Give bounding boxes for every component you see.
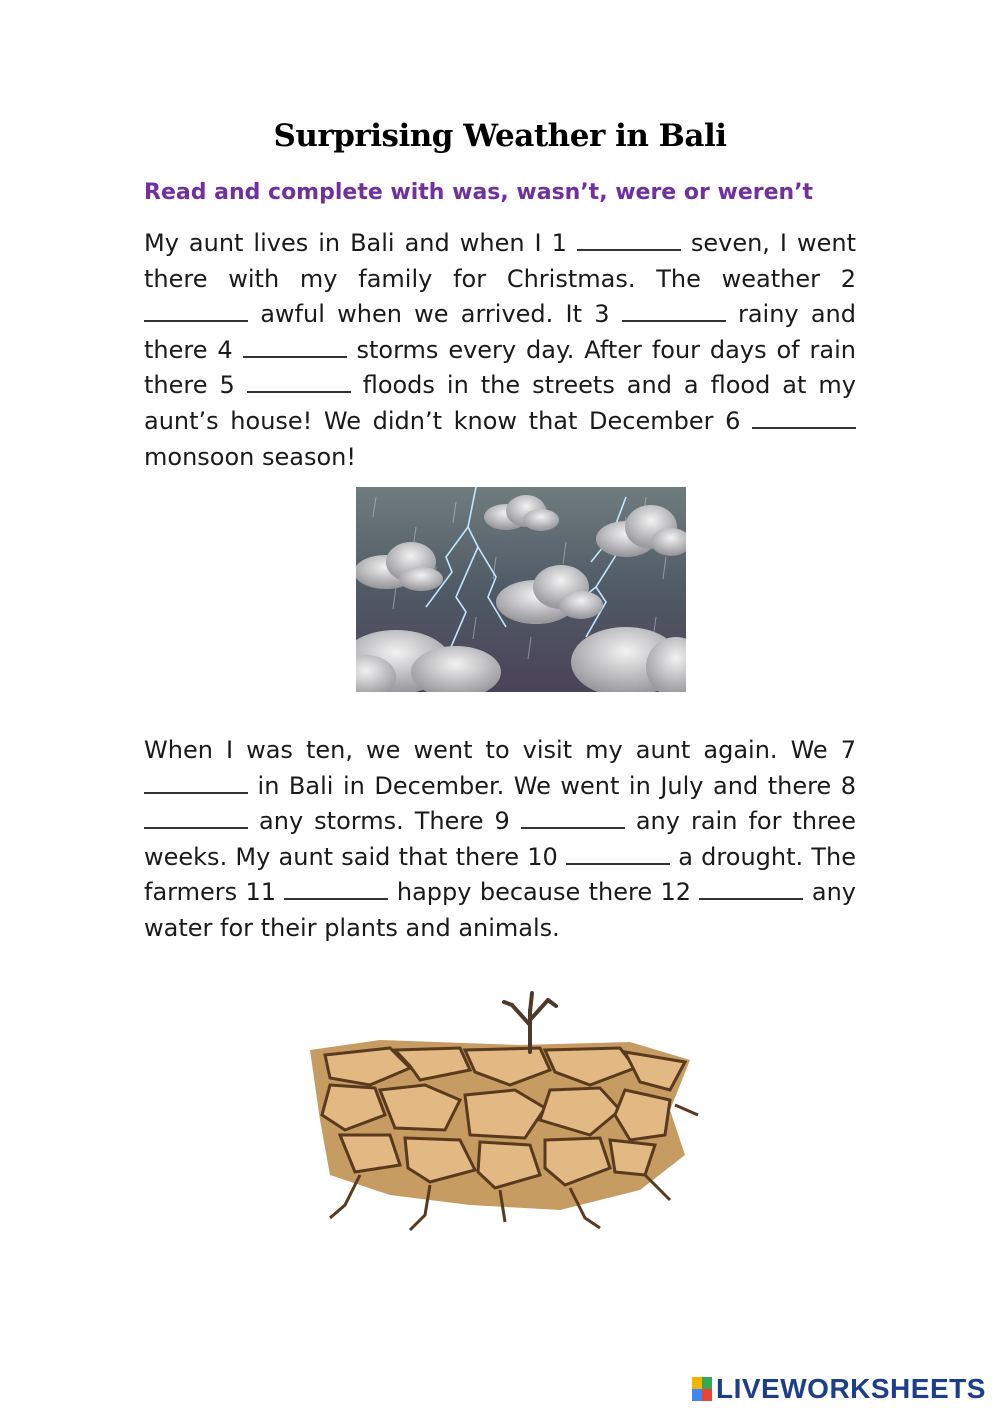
text-segment: seven, I went there with my family for Christmas. The weather 2 bbox=[144, 229, 864, 293]
answer-blank-2[interactable] bbox=[144, 300, 248, 322]
text-segment: a drought. The farmers 11 bbox=[144, 842, 864, 907]
storm-image bbox=[356, 487, 686, 692]
page-title: Surprising Weather in Bali bbox=[273, 118, 727, 154]
answer-blank-1[interactable] bbox=[577, 229, 681, 251]
answer-blank-3[interactable] bbox=[622, 300, 726, 322]
text-segment: awful when we arrived. It 3 bbox=[248, 300, 622, 329]
answer-blank-8[interactable] bbox=[144, 807, 248, 829]
drought-image bbox=[300, 990, 700, 1235]
text-segment: floods in the streets and a flood at my aunt’s house! We didn’t know that December 6 bbox=[144, 371, 864, 435]
paragraph-2 bbox=[144, 733, 864, 947]
answer-blank-7[interactable] bbox=[144, 772, 248, 794]
liveworksheets-logo bbox=[692, 1374, 986, 1404]
brand-name: LIVEWORKSHEETS bbox=[716, 1373, 986, 1404]
text-segment: in Bali in December. We went in July and there 8 bbox=[248, 771, 864, 800]
liveworksheets-icon bbox=[692, 1377, 712, 1401]
instruction-text: Read and complete with was, wasn’t, were or weren’t bbox=[144, 180, 814, 205]
answer-blank-5[interactable] bbox=[247, 371, 351, 393]
answer-blank-9[interactable] bbox=[521, 807, 625, 829]
text-segment: monsoon season! bbox=[144, 406, 864, 471]
text-segment: any storms. There 9 bbox=[248, 807, 521, 836]
text-segment: When I was ten, we went to visit my aunt again. We 7 bbox=[144, 736, 864, 764]
text-segment: happy because there 12 bbox=[388, 878, 700, 907]
text-segment: any rain for three weeks. My aunt said that there 10 bbox=[144, 807, 864, 871]
text-segment: storms every day. After four days of rain there 5 bbox=[144, 335, 864, 400]
text-segment: any water for their plants and animals. bbox=[144, 878, 864, 942]
text-segment: rainy and there 4 bbox=[144, 300, 864, 364]
answer-blank-6[interactable] bbox=[752, 407, 856, 429]
answer-blank-4[interactable] bbox=[243, 336, 347, 358]
text-segment: My aunt lives in Bali and when I 1 bbox=[144, 229, 577, 257]
paragraph-1 bbox=[144, 226, 864, 475]
answer-blank-10[interactable] bbox=[566, 843, 670, 865]
answer-blank-12[interactable] bbox=[699, 878, 803, 900]
answer-blank-11[interactable] bbox=[284, 878, 388, 900]
